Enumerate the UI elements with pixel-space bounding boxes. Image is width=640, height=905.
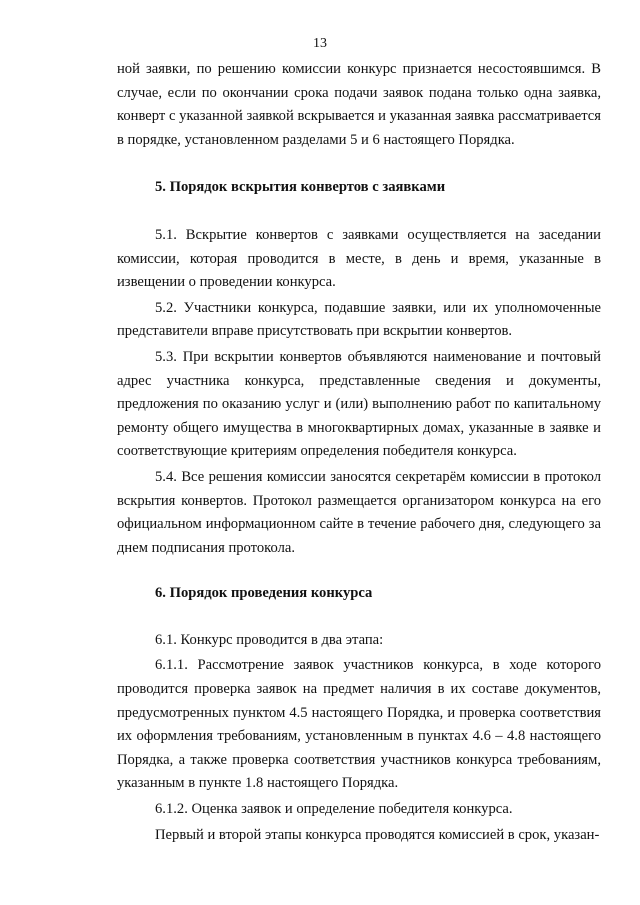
document-body: [117, 58, 601, 847]
paragraph-5-1: 5.1. Вскрытие конвертов с заявками осуществляется на заседании комиссии, которая проводится в месте, в день и время, указанные в извещении о проведении конкурса.: [117, 226, 601, 291]
paragraph-6-stages: Первый и второй этапы конкурса проводятся комиссией в срок, указан-: [155, 826, 600, 843]
paragraph-6-1: 6.1. Конкурс проводится в два этапа:: [155, 631, 384, 648]
paragraph-5-4: 5.4. Все решения комиссии заносятся секретарём комиссии в протокол вскрытия конвертов. Протокол размещается организатором конкурса на его официальном информационном сайте в течение рабочего дня, следующего за днем подписания протокола.: [117, 468, 601, 556]
paragraph-5-2: 5.2. Участники конкурса, подавшие заявки, или их уполномоченные представители вправе присутствовать при вскрытии конвертов.: [117, 299, 601, 340]
section-5-heading: 5. Порядок вскрытия конвертов с заявками: [155, 179, 446, 196]
page-number: 13: [313, 36, 327, 51]
paragraph-6-1-1: 6.1.1. Рассмотрение заявок участников конкурса, в ходе которого проводится проверка заявок на предмет наличия в их составе документов, предусмотренных пунктом 4.5 настоящего Порядка, и проверка соответствия их оформления требованиям, установленным в пунктах 4.6 – 4.8 настоящего Порядка, а также проверка соответствия участников конкурса требованиям, указанным в пункте 1.8 настоящего Порядка.: [117, 657, 601, 792]
intro-paragraph: ной заявки, по решению комиссии конкурс признается несостоявшимся. В случае, если по окончании срока подачи заявок подана только одна заявка, конверт с указанной заявкой вскрывается и указанная заявка рассматривается в порядке, установленном разделами 5 и 6 настоящего Порядка.: [117, 61, 601, 148]
paragraph-6-1-2: 6.1.2. Оценка заявок и определение победителя конкурса.: [155, 801, 513, 818]
paragraph-5-3: 5.3. При вскрытии конвертов объявляются наименование и почтовый адрес участника конкурса, представленные сведения и документы, предложения по оказанию услуг и (или) выполнению работ по капитальному ремонту общего имущества в многоквартирных домах, указанные в заявке и соответствующие критериям определения победителя конкурса.: [117, 348, 601, 460]
section-6-heading: 6. Порядок проведения конкурса: [155, 585, 373, 602]
